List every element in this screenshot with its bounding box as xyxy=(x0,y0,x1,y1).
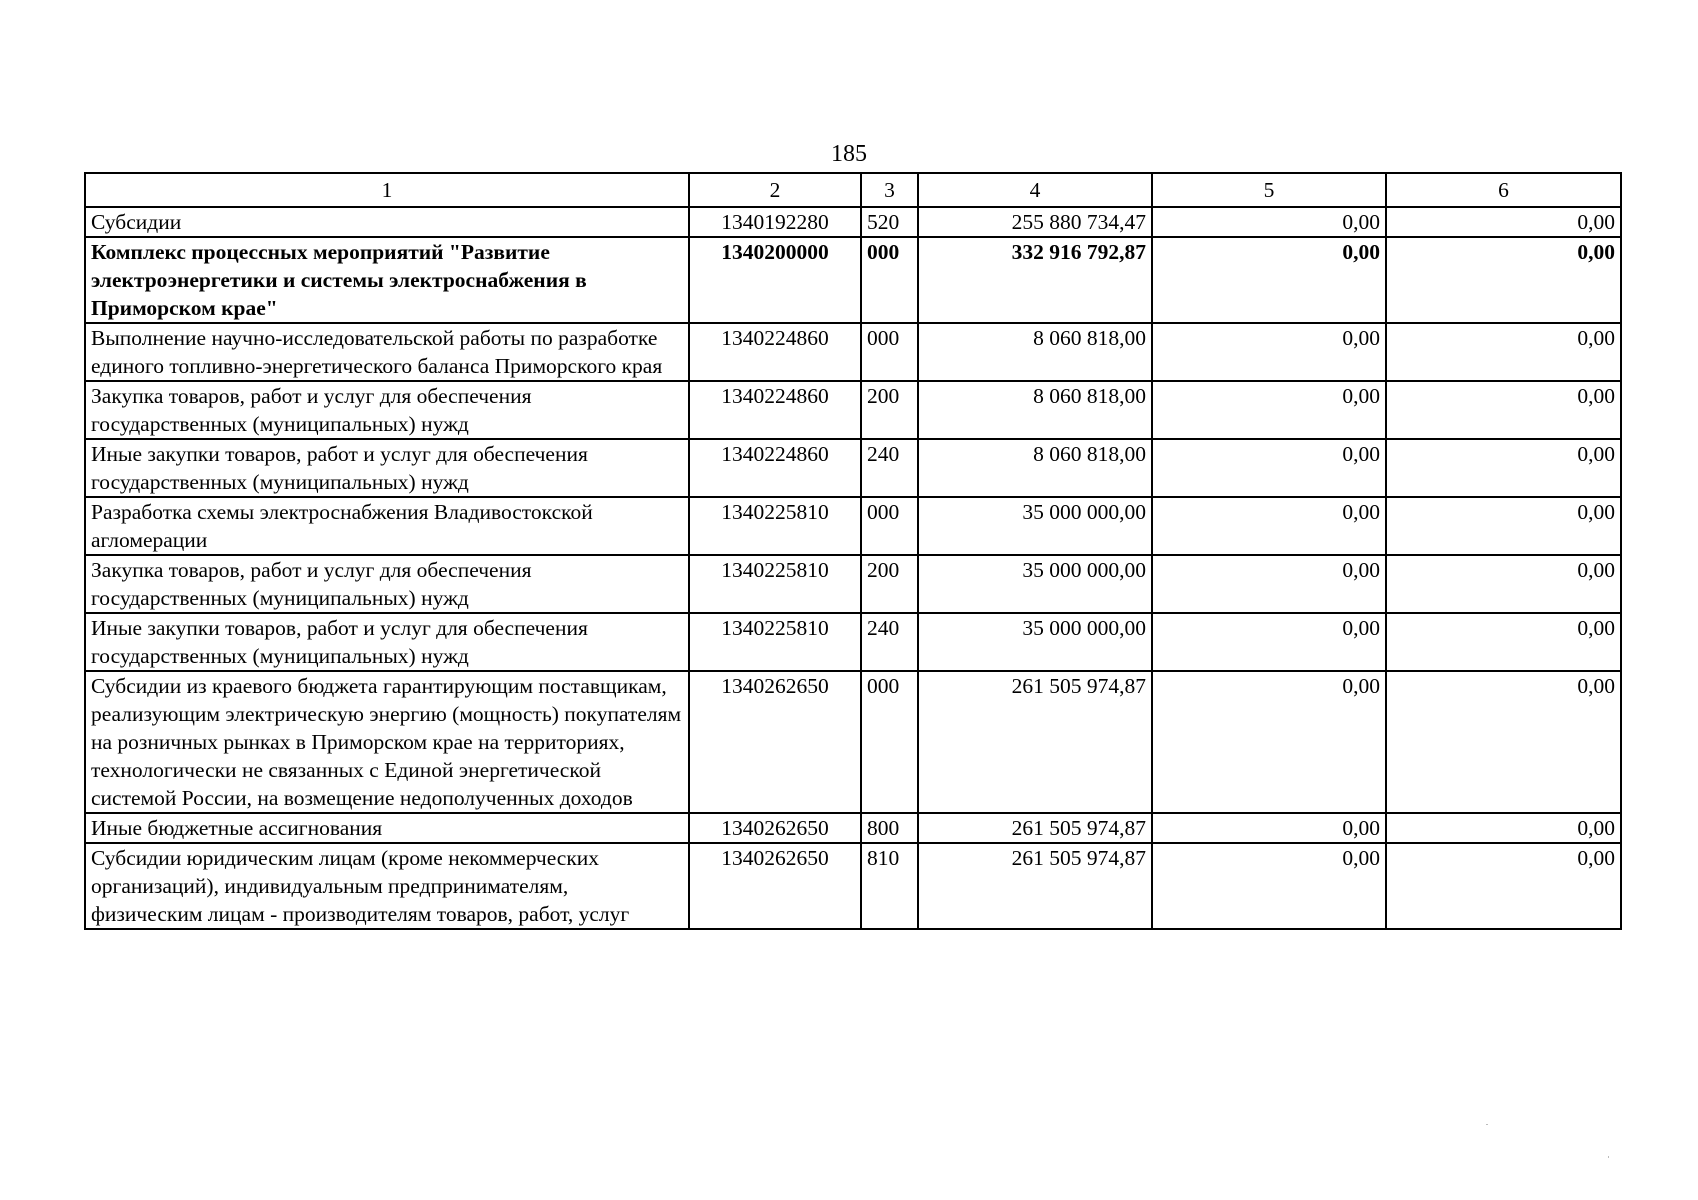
row-value-col4: 261 505 974,87 xyxy=(918,813,1152,843)
scan-speck xyxy=(1486,1124,1488,1125)
table-row xyxy=(85,497,1621,555)
row-value-col5: 0,00 xyxy=(1152,381,1386,439)
row-value-col4: 8 060 818,00 xyxy=(918,381,1152,439)
row-csr-code: 1340225810 xyxy=(689,613,861,671)
row-vr-code: 000 xyxy=(861,497,918,555)
row-value-col5: 0,00 xyxy=(1152,671,1386,813)
row-csr-code: 1340225810 xyxy=(689,555,861,613)
row-csr-code: 1340224860 xyxy=(689,439,861,497)
row-csr-code: 1340262650 xyxy=(689,843,861,929)
row-name: Субсидии xyxy=(85,207,689,237)
row-csr-code: 1340224860 xyxy=(689,381,861,439)
table-row xyxy=(85,843,1621,929)
row-value-col4: 255 880 734,47 xyxy=(918,207,1152,237)
row-vr-code: 240 xyxy=(861,613,918,671)
row-name: Закупка товаров, работ и услуг для обеспечения государственных (муниципальных) нужд xyxy=(85,555,689,613)
row-value-col4: 35 000 000,00 xyxy=(918,613,1152,671)
row-vr-code: 240 xyxy=(861,439,918,497)
column-header: 5 xyxy=(1152,173,1386,207)
row-value-col5: 0,00 xyxy=(1152,813,1386,843)
table-row xyxy=(85,671,1621,813)
budget-table xyxy=(84,172,1622,930)
row-value-col6: 0,00 xyxy=(1386,439,1621,497)
row-name: Выполнение научно-исследовательской работы по разработке единого топливно-энергетического баланса Приморского края xyxy=(85,323,689,381)
row-value-col4: 35 000 000,00 xyxy=(918,497,1152,555)
row-vr-code: 800 xyxy=(861,813,918,843)
row-csr-code: 1340262650 xyxy=(689,813,861,843)
table-row xyxy=(85,207,1621,237)
row-value-col5: 0,00 xyxy=(1152,613,1386,671)
table-row xyxy=(85,813,1621,843)
column-header: 6 xyxy=(1386,173,1621,207)
row-value-col5: 0,00 xyxy=(1152,207,1386,237)
row-value-col6: 0,00 xyxy=(1386,555,1621,613)
page-number: 185 xyxy=(831,141,867,167)
row-value-col4: 8 060 818,00 xyxy=(918,439,1152,497)
row-value-col4: 332 916 792,87 xyxy=(918,237,1152,323)
table-row xyxy=(85,613,1621,671)
row-name: Субсидии из краевого бюджета гарантирующим поставщикам, реализующим электрическую энергию (мощность) покупателям на розничных рынках в Приморском крае на территориях, технологически не связанных с Единой энергетической системой России, на возмещение недополученных доходов xyxy=(85,671,689,813)
column-header: 3 xyxy=(861,173,918,207)
row-value-col4: 261 505 974,87 xyxy=(918,843,1152,929)
row-vr-code: 000 xyxy=(861,671,918,813)
scan-speck xyxy=(1608,1156,1609,1158)
row-csr-code: 1340225810 xyxy=(689,497,861,555)
row-value-col6: 0,00 xyxy=(1386,207,1621,237)
row-value-col6: 0,00 xyxy=(1386,813,1621,843)
row-value-col4: 8 060 818,00 xyxy=(918,323,1152,381)
row-csr-code: 1340200000 xyxy=(689,237,861,323)
row-value-col5: 0,00 xyxy=(1152,323,1386,381)
row-vr-code: 200 xyxy=(861,555,918,613)
table-row xyxy=(85,439,1621,497)
row-value-col6: 0,00 xyxy=(1386,323,1621,381)
table-row xyxy=(85,323,1621,381)
row-csr-code: 1340224860 xyxy=(689,323,861,381)
header-row xyxy=(85,173,1621,207)
row-value-col5: 0,00 xyxy=(1152,497,1386,555)
row-vr-code: 810 xyxy=(861,843,918,929)
row-vr-code: 000 xyxy=(861,237,918,323)
row-value-col6: 0,00 xyxy=(1386,843,1621,929)
row-name: Иные закупки товаров, работ и услуг для обеспечения государственных (муниципальных) нужд xyxy=(85,613,689,671)
table-row-bold xyxy=(85,237,1621,323)
table-row xyxy=(85,381,1621,439)
row-vr-code: 000 xyxy=(861,323,918,381)
row-value-col6: 0,00 xyxy=(1386,613,1621,671)
row-name: Комплекс процессных мероприятий "Развитие электроэнергетики и системы электроснабжения в Приморском крае" xyxy=(85,237,689,323)
row-value-col5: 0,00 xyxy=(1152,843,1386,929)
row-value-col4: 261 505 974,87 xyxy=(918,671,1152,813)
row-value-col6: 0,00 xyxy=(1386,671,1621,813)
row-value-col5: 0,00 xyxy=(1152,237,1386,323)
row-vr-code: 520 xyxy=(861,207,918,237)
row-name: Иные закупки товаров, работ и услуг для обеспечения государственных (муниципальных) нужд xyxy=(85,439,689,497)
table-row xyxy=(85,555,1621,613)
row-value-col5: 0,00 xyxy=(1152,439,1386,497)
row-value-col6: 0,00 xyxy=(1386,381,1621,439)
row-name: Субсидии юридическим лицам (кроме некоммерческих организаций), индивидуальным предпринимателям, физическим лицам - производителям товаров, работ, услуг xyxy=(85,843,689,929)
row-value-col5: 0,00 xyxy=(1152,555,1386,613)
row-name: Закупка товаров, работ и услуг для обеспечения государственных (муниципальных) нужд xyxy=(85,381,689,439)
row-csr-code: 1340192280 xyxy=(689,207,861,237)
row-name: Разработка схемы электроснабжения Владивостокской агломерации xyxy=(85,497,689,555)
column-header: 4 xyxy=(918,173,1152,207)
row-name: Иные бюджетные ассигнования xyxy=(85,813,689,843)
column-header: 2 xyxy=(689,173,861,207)
row-value-col6: 0,00 xyxy=(1386,497,1621,555)
row-csr-code: 1340262650 xyxy=(689,671,861,813)
column-header: 1 xyxy=(85,173,689,207)
row-vr-code: 200 xyxy=(861,381,918,439)
row-value-col4: 35 000 000,00 xyxy=(918,555,1152,613)
row-value-col6: 0,00 xyxy=(1386,237,1621,323)
